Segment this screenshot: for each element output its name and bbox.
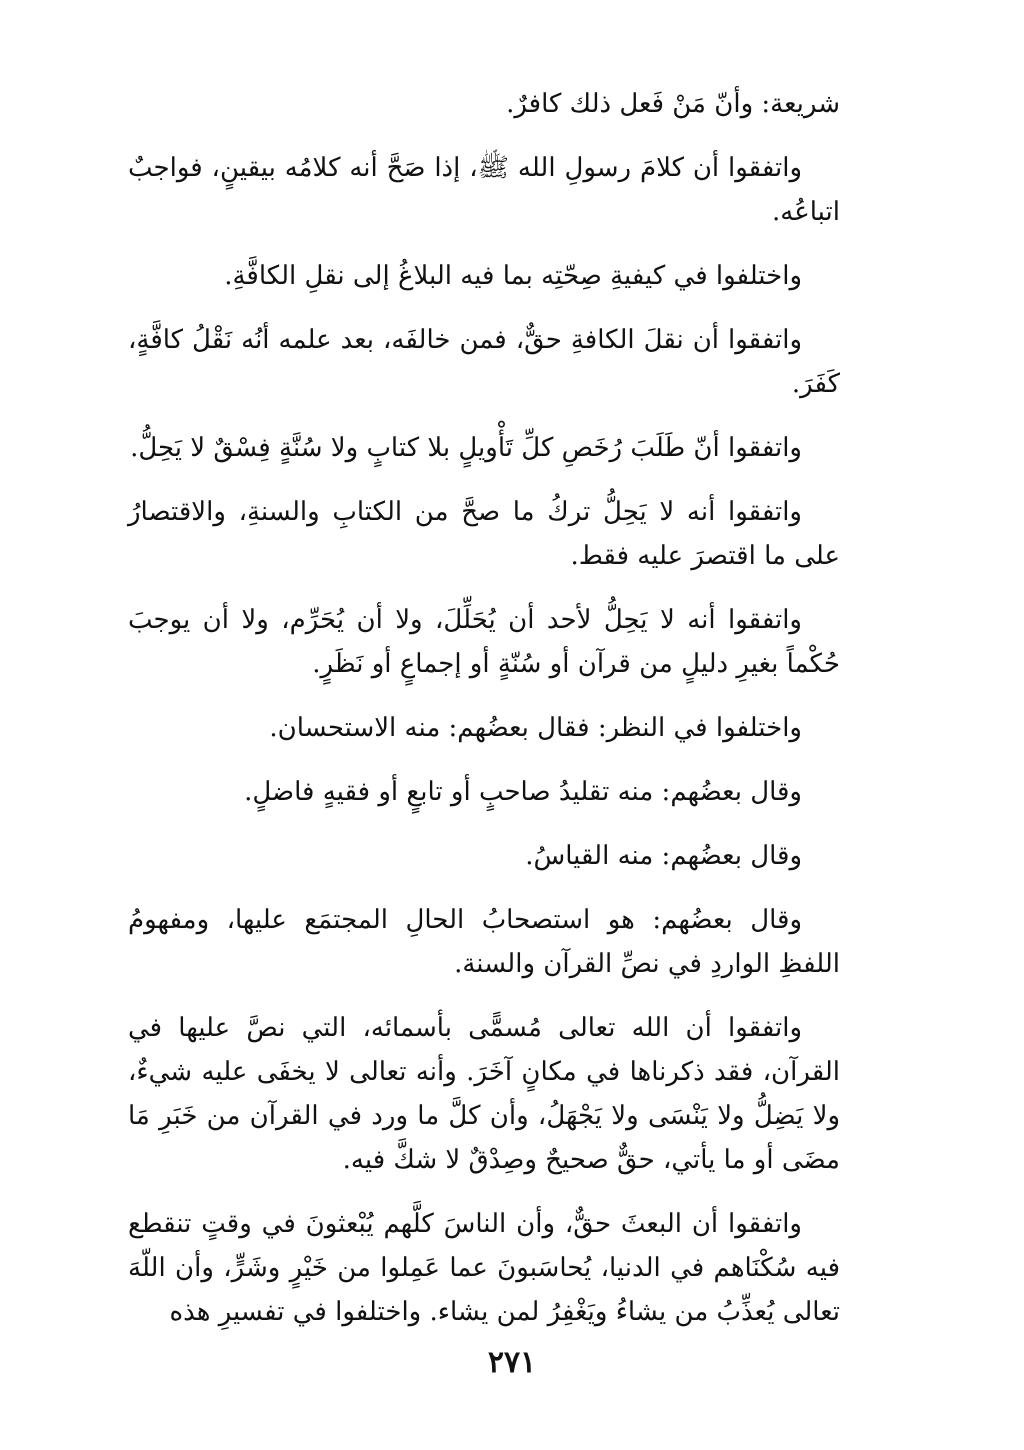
paragraph-imitation: وقال بعضُهم: منه تقليدُ صاحبٍ أو تابعٍ أو فقيهٍ فاضلٍ. <box>244 777 802 807</box>
paragraph-reasoning-dispute: واختلفوا في النظر: فقال بعضُهم: منه الاستحسان. <box>269 713 802 743</box>
paragraph-authenticity-dispute: واختلفوا في كيفيةِ صِحّتِه بما فيه البلاغُ إلى نقلِ الكافَّةِ. <box>224 261 802 291</box>
paragraph-resurrection: واتفقوا أن البعثَ حقٌّ، وأن الناسَ كلَّهم يُبْعثونَ في وقتٍ تنقطع فيه سُكْنَاهم في الدنيا، يُحاسَبونَ عما عَمِلوا من خَيْرٍ وشَرٍّ، وأن اللّهَ تعالى يُعذِّبُ من يشاءُ ويَغْفِرُ لمن يشاء. واختلفوا في تفسيرِ هذه <box>128 1209 840 1327</box>
paragraph-seeking-concessions: واتفقوا أنّ طَلَبَ رُخَصِ كلِّ تَأْويلٍ بلا كتابٍ ولا سُنَّةٍ فِسْقٌ لا يَحِلُّ. <box>130 433 802 463</box>
paragraph-presumption-continuity: وقال بعضُهم: هو استصحابُ الحالِ المجتمَع عليها، ومفهومُ اللفظِ الواردِ في نصِّ القرآن والسنة. <box>128 905 840 979</box>
page-body <box>128 82 840 1354</box>
paragraph-abandoning-sources: واتفقوا أنه لا يَحِلُّ تركُ ما صحَّ من الكتابِ والسنةِ، والاقتصارُ على ما اقتصرَ عليه فقط. <box>128 497 840 571</box>
paragraph-analogy: وقال بعضُهم: منه القياسُ. <box>525 841 802 871</box>
paragraph-rulings-evidence: واتفقوا أنه لا يَحِلُّ لأحد أن يُحَلِّلَ، ولا أن يُحَرِّم، ولا أن يوجبَ حُكْماً بغيرِ دليلٍ من قرآن أو سُنّةٍ أو إجماعٍ أو نَظَرٍ. <box>128 605 840 679</box>
page-number: ٢٧١ <box>487 1345 537 1380</box>
paragraph-divine-names: واتفقوا أن الله تعالى مُسمًّى بأسمائه، التي نصَّ عليها في القرآن، فقد ذكرناها في مكانٍ آخَرَ. وأنه تعالى لا يخفَى عليه شيءٌ، ولا يَضِلُّ ولا يَنْسَى ولا يَجْهَلُ، وأن كلَّ ما ورد في القرآن من خَبَرِ مَا مضَى أو ما يأتي، حقٌّ صحيحٌ وصِدْقٌ لا شكَّ فيه. <box>128 1013 841 1175</box>
paragraph-prophet-speech: واتفقوا أن كلامَ رسولِ الله ﷺ، إذا صَحَّ أنه كلامُه بيقينٍ، فواجبٌ اتباعُه. <box>128 153 840 227</box>
paragraph-sharia-continuation: شريعة: وأنّ مَنْ فَعل ذلك كافرٌ. <box>506 89 840 119</box>
paragraph-mass-transmission: واتفقوا أن نقلَ الكافةِ حقٌّ، فمن خالفَه، بعد علمه أنُه نَقْلُ كافَّةٍ، كَفَرَ. <box>128 325 840 399</box>
